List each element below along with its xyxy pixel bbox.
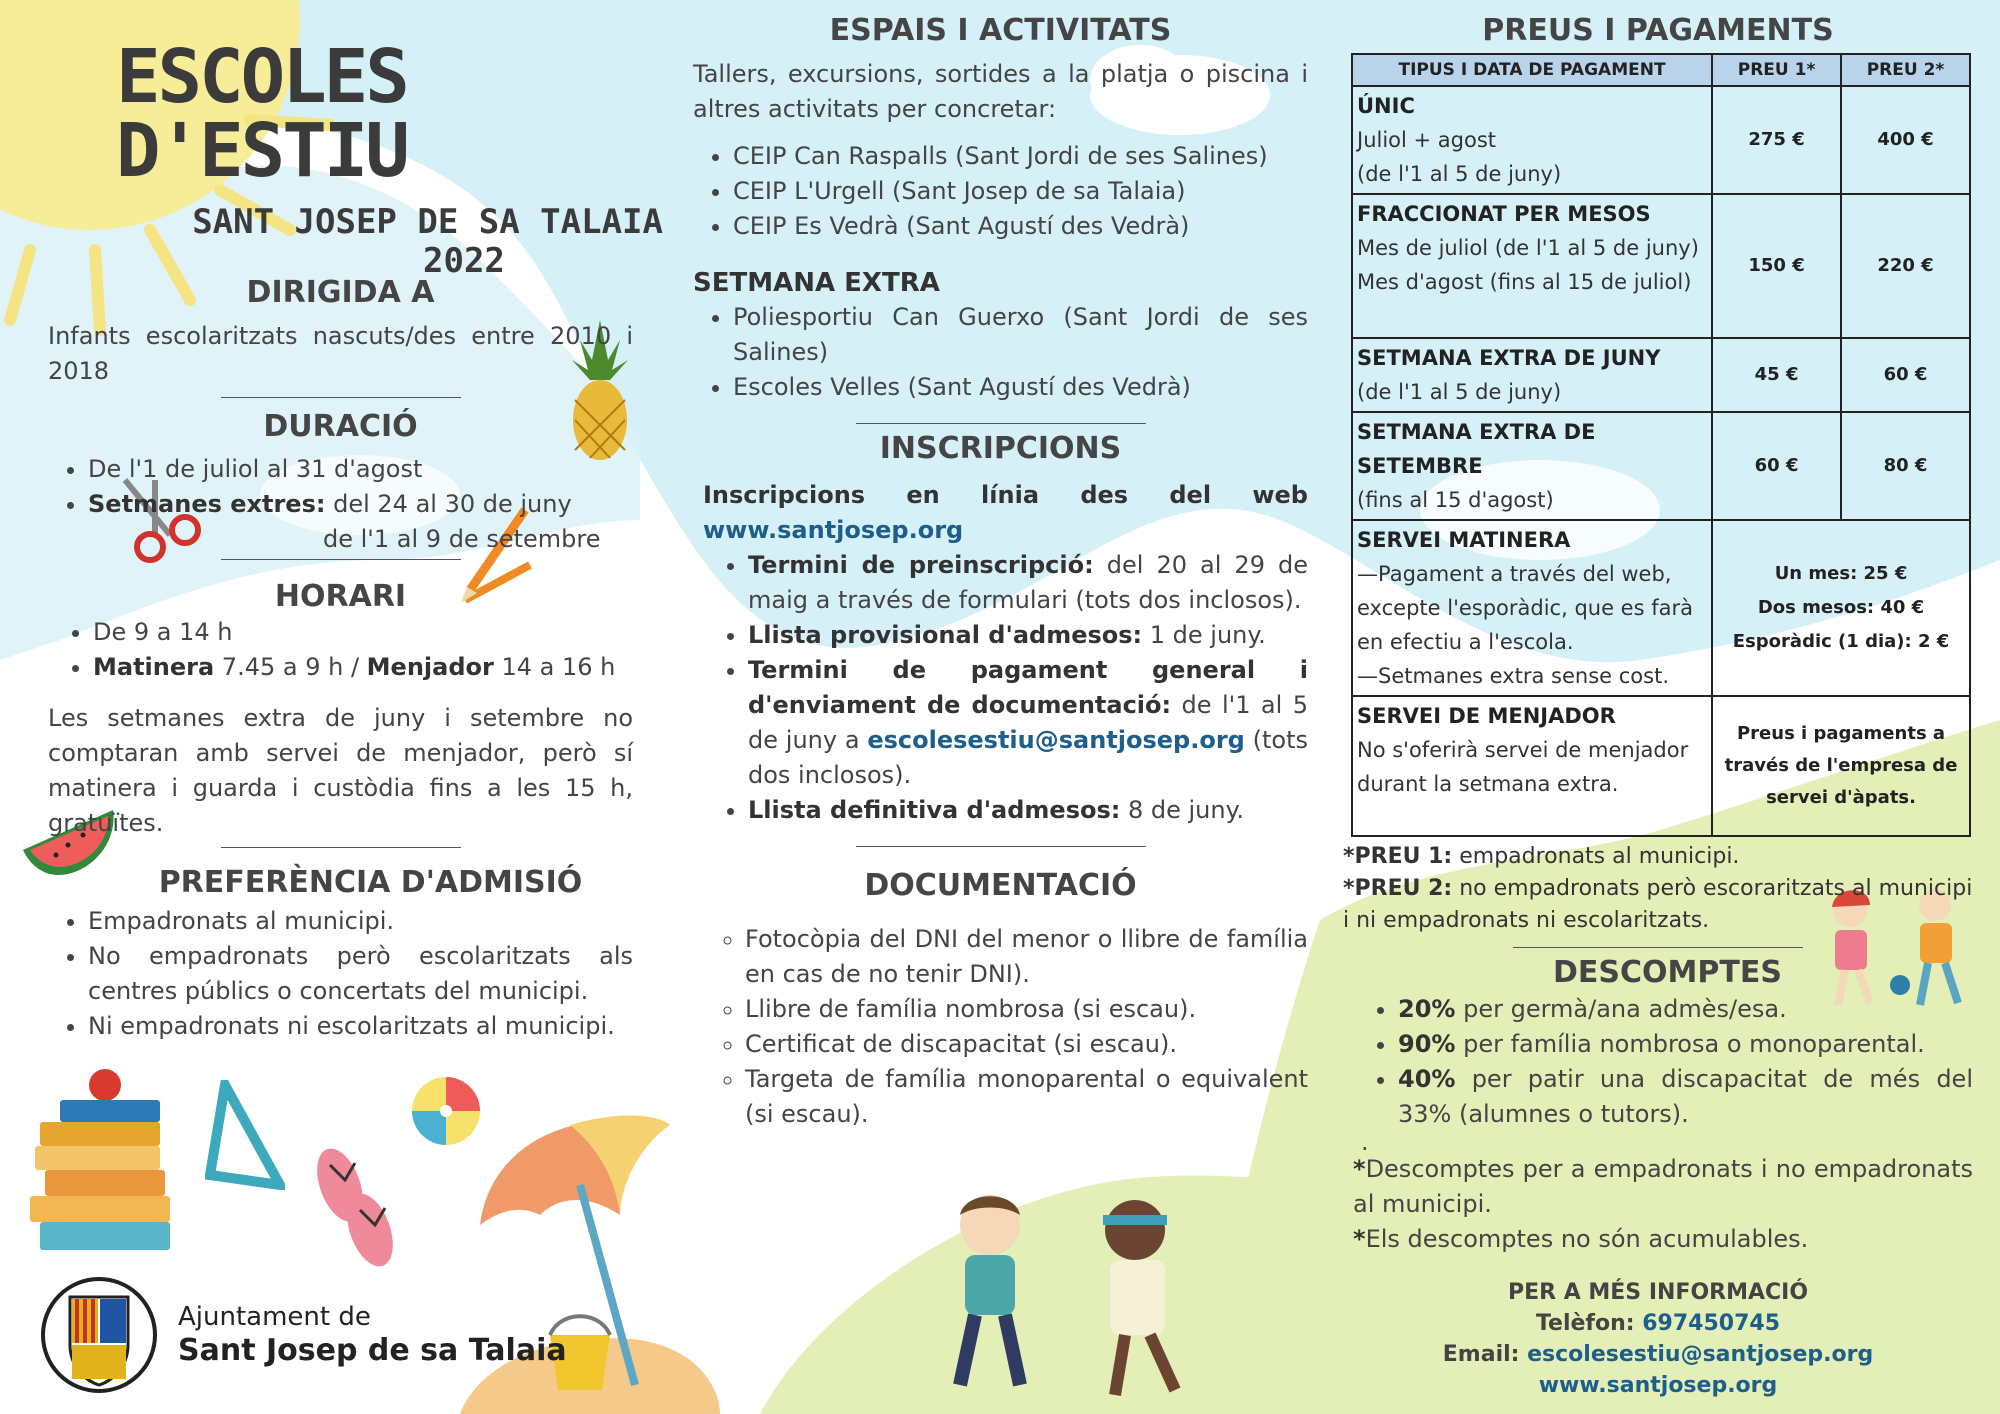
descomptes-note-2: *Els descomptes no són acumulables.	[1353, 1225, 1809, 1253]
table-row: SERVEI MATINERA —Pagament a través del web, excepte l'esporàdic, que es farà en efectiu a l'escola. —Setmanes extra sense cost. Un mes: 25 € Dos mesos: 40 € Esporàdic (1 dia): 2 €	[1352, 520, 1970, 696]
price-table	[1351, 53, 1971, 837]
table-row: SERVEI DE MENJADOR No s'oferirà servei de menjador durant la setmana extra. Preus i pagaments a través de l'empresa de servei d'àpats.	[1352, 696, 1970, 836]
table-row: SETMANA EXTRA DE JUNY (de l'1 al 5 de juny) 45 € 60 €	[1352, 338, 1970, 412]
dirigida-text: Infants escolaritzats nascuts/des entre 2010 i 2018	[48, 321, 633, 385]
horari-heading: HORARI	[274, 579, 407, 615]
inscripcions-list	[693, 548, 1308, 828]
setmana-extra-list	[693, 300, 1308, 405]
table-row: SETMANA EXTRA DE SETEMBRE (fins al 15 d'agost) 60 € 80 €	[1352, 412, 1970, 520]
table-row: ÚNIC Juliol + agost (de l'1 al 5 de juny) 275 € 400 €	[1352, 86, 1970, 194]
info-block	[1343, 1277, 1973, 1401]
list-item: • Setmanes extres: del 24 al 30 de juny de l'1 al 9 de setembre	[88, 487, 633, 557]
list-item: • Empadronats al municipi.	[88, 904, 633, 939]
page-subtitle: SANT JOSEP DE SA TALAIA	[192, 202, 663, 242]
descomptes-heading: DESCOMPTES	[1553, 954, 1782, 990]
descomptes-dot: .	[1361, 1128, 1369, 1156]
info-phone: Telèfon: 697450745	[1535, 1311, 1781, 1336]
documentacio-list	[693, 922, 1308, 1132]
info-email: Email: escolesestiu@santjosep.org	[1442, 1342, 1874, 1367]
espais-intro: Tallers, excursions, sortides a la platja o piscina i altres activitats per concretar:	[693, 59, 1308, 123]
setmana-extra-heading: SETMANA EXTRA	[693, 267, 940, 298]
column-left	[48, 30, 663, 1044]
list-item: • Termini de pagament general i d'enviament de documentació: de l'1 al 5 de juny a escolesestiu@santjosep.org (tots dos inclosos).	[748, 653, 1308, 793]
list-item: ◦ Targeta de família monoparental o equivalent (si escau).	[745, 1062, 1308, 1132]
books-icon	[20, 1065, 180, 1255]
shield-icon	[40, 1275, 158, 1395]
page-year: 2022	[423, 240, 505, 281]
list-item: • 40% per patir una discapacitat de més del 33% (alumnes o tutors).	[1398, 1062, 1973, 1132]
preferencia-list	[48, 904, 633, 1044]
column-right	[1343, 14, 1973, 1401]
col-header-tipus: TIPUS I DATA DE PAGAMENT	[1352, 54, 1712, 86]
email-link[interactable]: escolesestiu@santjosep.org	[1527, 1342, 1874, 1367]
divider	[221, 847, 461, 848]
col-header-preu2: PREU 2*	[1841, 54, 1970, 86]
list-item: • CEIP Es Vedrà (Sant Agustí des Vedrà)	[733, 209, 1308, 244]
horari-list	[48, 615, 633, 685]
kids-icon	[935, 1185, 1215, 1410]
duracio-heading: DURACIÓ	[263, 408, 418, 444]
col-header-preu1: PREU 1*	[1712, 54, 1841, 86]
info-heading: PER A MÉS INFORMACIÓ	[1507, 1280, 1809, 1305]
divider	[221, 559, 461, 560]
ajuntament-logo	[40, 1275, 567, 1395]
flip-flops-icon	[305, 1145, 405, 1275]
inscripcions-web-link[interactable]: www.santjosep.org	[703, 516, 964, 544]
phone-link[interactable]: 697450745	[1642, 1311, 1781, 1336]
list-item: • Llista definitiva d'admesos: 8 de juny.	[748, 793, 1308, 828]
list-item: • No empadronats però escolaritzats als centres públics o concertats del municipi.	[88, 939, 633, 1009]
list-item: • Termini de preinscripció: del 20 al 29 de maig a través de formulari (tots dos inclosos).	[748, 548, 1308, 618]
documentacio-heading: DOCUMENTACIÓ	[864, 868, 1137, 903]
descomptes-list	[1343, 992, 1973, 1132]
logo-line-2: Sant Josep de sa Talaia	[178, 1333, 567, 1368]
ruler-icon	[205, 1080, 285, 1190]
divider	[856, 423, 1146, 424]
descomptes-note-1: *Descomptes per a empadronats i no empadronats al municipi.	[1353, 1155, 1973, 1218]
email-link[interactable]: escolesestiu@santjosep.org	[867, 726, 1245, 754]
divider	[221, 397, 461, 398]
list-item: ◦ Fotocòpia del DNI del menor o llibre de família en cas de no tenir DNI).	[745, 922, 1308, 992]
preu-note-2: *PREU 2: no empadronats però escoraritzats al municipi i ni empadronats ni escolaritzats.	[1343, 875, 1973, 933]
table-header-row	[1352, 54, 1970, 86]
list-item: • 20% per germà/ana admès/esa.	[1398, 992, 1973, 1027]
list-item: • Poliesportiu Can Guerxo (Sant Jordi de ses Salines)	[733, 300, 1308, 370]
espais-list	[693, 139, 1308, 244]
horari-note: Les setmanes extra de juny i setembre no comptaran amb servei de menjador, però sí matinera i guarda i custòdia fins a les 15 h, gratuïtes.	[48, 703, 633, 837]
inscripcions-intro: Inscripcions en línia des del web	[703, 481, 1308, 509]
list-item: ◦ Llibre de família nombrosa (si escau).	[745, 992, 1308, 1027]
dirigida-heading: DIRIGIDA A	[246, 275, 435, 311]
list-item: • CEIP L'Urgell (Sant Josep de sa Talaia)	[733, 174, 1308, 209]
divider	[1513, 947, 1803, 948]
preu-note-1: *PREU 1: empadronats al municipi.	[1343, 843, 1740, 869]
list-item: • Matinera 7.45 a 9 h / Menjador 14 a 16 h	[93, 650, 633, 685]
preus-heading: PREUS I PAGAMENTS	[1482, 13, 1834, 48]
list-item: ◦ Certificat de discapacitat (si escau).	[745, 1027, 1308, 1062]
list-item: • De l'1 de juliol al 31 d'agost	[88, 452, 633, 487]
espais-heading: ESPAIS I ACTIVITATS	[829, 13, 1172, 48]
list-item: • CEIP Can Raspalls (Sant Jordi de ses Salines)	[733, 139, 1308, 174]
duracio-list	[48, 452, 633, 557]
info-web-link[interactable]: www.santjosep.org	[1538, 1373, 1778, 1398]
table-row: FRACCIONAT PER MESOS Mes de juliol (de l'1 al 5 de juny) Mes d'agost (fins al 15 de juliol) 150 € 220 €	[1352, 194, 1970, 338]
page-title: ESCOLES D'ESTIU	[116, 34, 407, 194]
list-item: • Escoles Velles (Sant Agustí des Vedrà)	[733, 370, 1308, 405]
list-item: • 90% per família nombrosa o monoparental.	[1398, 1027, 1973, 1062]
preferencia-heading: PREFERÈNCIA D'ADMISIÓ	[158, 864, 583, 900]
logo-line-1: Ajuntament de	[178, 1302, 371, 1332]
inscripcions-heading: INSCRIPCIONS	[879, 430, 1122, 466]
list-item: • De 9 a 14 h	[93, 615, 633, 650]
list-item: • Ni empadronats ni escolaritzats al municipi.	[88, 1009, 633, 1044]
list-item: • Llista provisional d'admesos: 1 de juny.	[748, 618, 1308, 653]
column-middle	[693, 14, 1308, 1132]
divider	[856, 846, 1146, 847]
